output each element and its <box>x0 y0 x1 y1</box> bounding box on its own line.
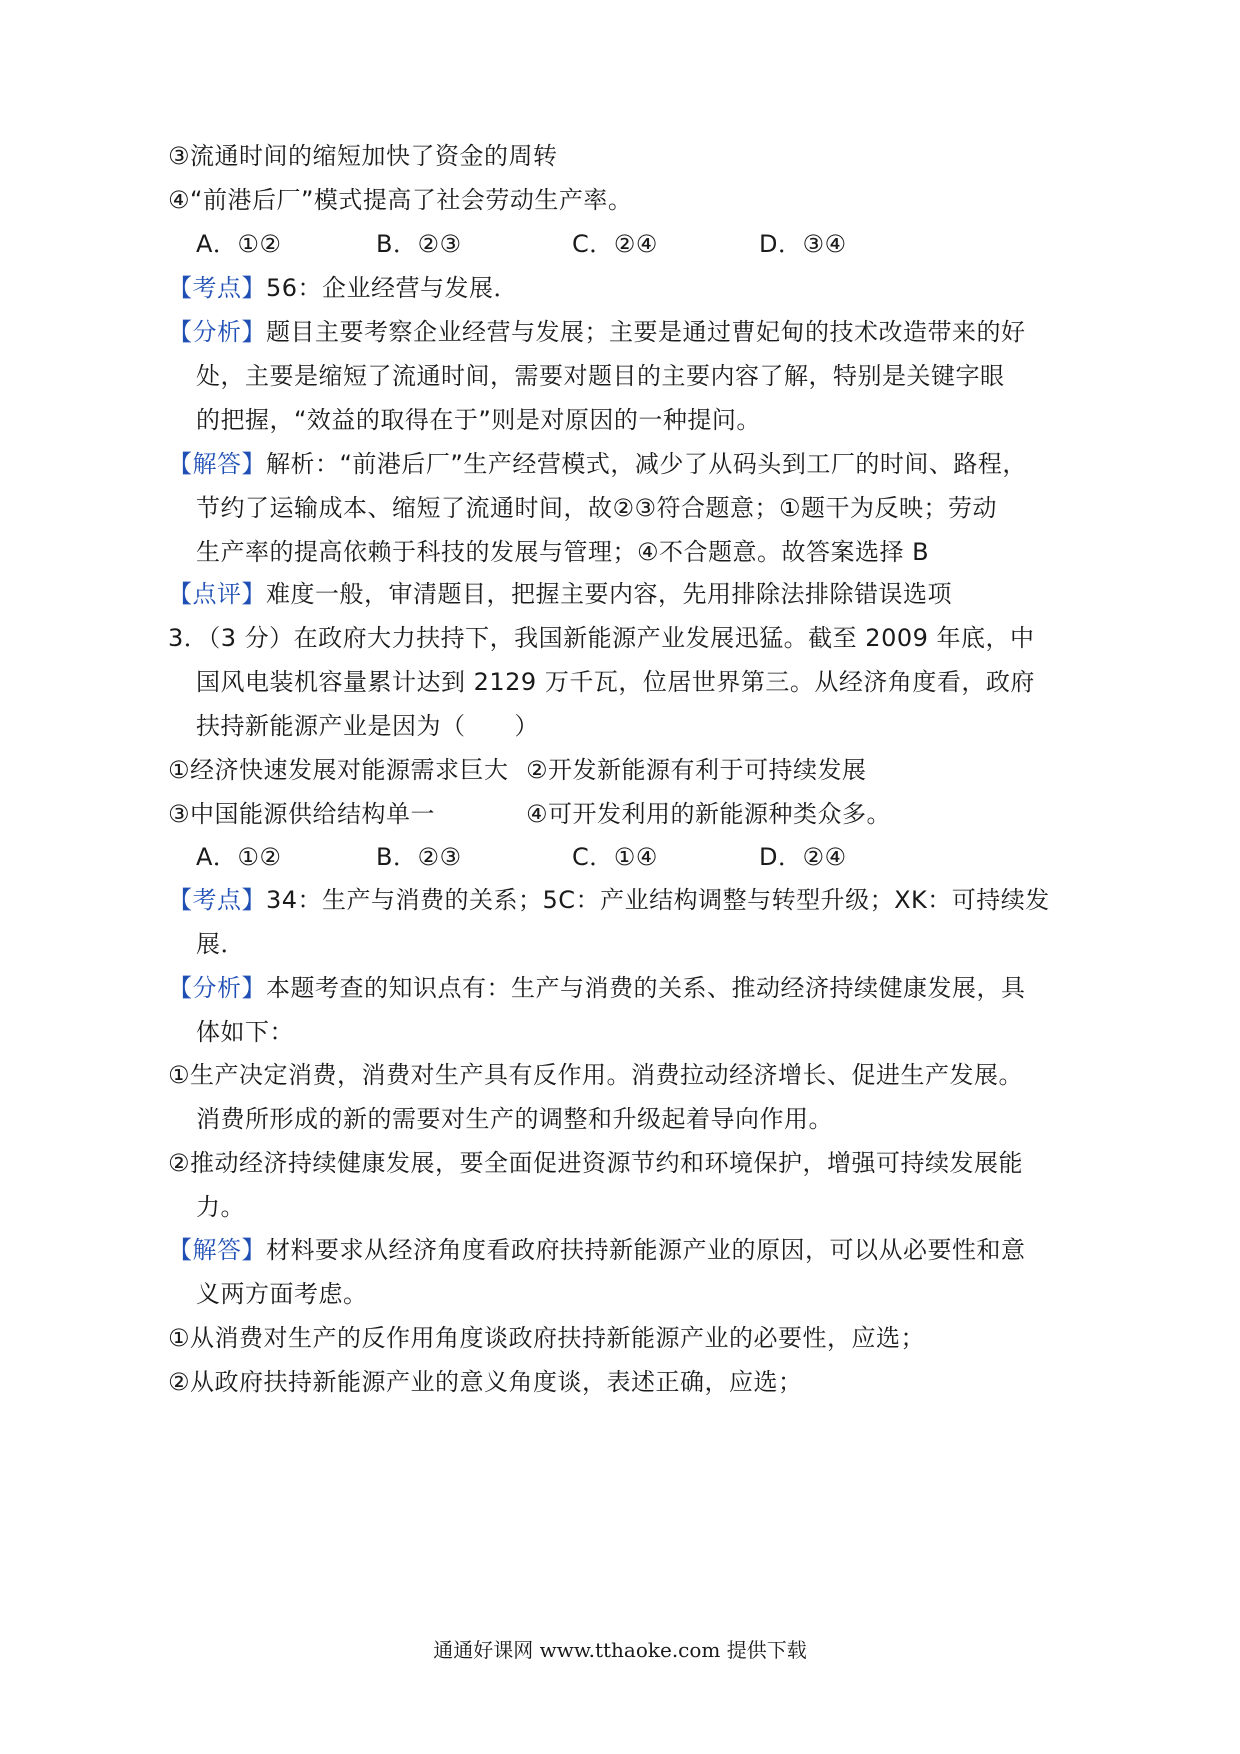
text-line: 义两方面考虑。 <box>196 1280 368 1308</box>
statement-4: ④可开发利用的新能源种类众多。 <box>526 800 892 828</box>
jieda-line <box>168 448 1027 480</box>
jieda-line <box>168 1234 1026 1266</box>
jieda-text: 材料要求从经济角度看政府扶持新能源产业的原因，可以从必要性和意 <box>266 1236 1026 1264</box>
text-line: 扶持新能源产业是因为（ ） <box>196 712 539 740</box>
option-d: D．③④ <box>759 230 847 258</box>
text-line: 国风电装机容量累计达到 2129 万千瓦，位居世界第三。从经济角度看，政府 <box>196 668 1035 696</box>
kaodian-line <box>168 884 1050 916</box>
jieda-tag: 【解答】 <box>168 450 266 478</box>
question-3-stem: 3．（3 分）在政府大力扶持下，我国新能源产业发展迅猛。截至 2009 年底，中 <box>168 624 1035 652</box>
text-line: ③流通时间的缩短加快了资金的周转 <box>168 142 558 170</box>
statement-3: ③中国能源供给结构单一 <box>168 800 436 828</box>
option-d: D．②④ <box>759 843 847 871</box>
option-a: A．①② <box>196 230 282 258</box>
text-line: 处，主要是缩短了流通时间，需要对题目的主要内容了解，特别是关键字眼 <box>196 362 1005 390</box>
text-line: 展． <box>196 930 245 958</box>
text-line: 生产率的提高依赖于科技的发展与管理；④不合题意。故答案选择 B <box>196 538 930 566</box>
jieda-tag: 【解答】 <box>168 1236 266 1264</box>
kaodian-tag: 【考点】 <box>168 886 266 914</box>
kaodian-tag: 【考点】 <box>168 274 266 302</box>
text-line: 体如下： <box>196 1018 294 1046</box>
text-line: 的把握，“效益的取得在于”则是对原因的一种提问。 <box>196 406 761 434</box>
jieda-text: 解析：“前港后厂”生产经营模式，减少了从码头到工厂的时间、路程， <box>266 450 1027 478</box>
fenxi-text: 本题考查的知识点有：生产与消费的关系、推动经济持续健康发展，具 <box>266 974 1026 1002</box>
kaodian-line <box>168 272 518 304</box>
statement-1: ①经济快速发展对能源需求巨大 <box>168 756 509 784</box>
text-line: 节约了运输成本、缩短了流通时间，故②③符合题意；①题干为反映；劳动 <box>196 494 998 522</box>
option-a: A．①② <box>196 843 282 871</box>
fenxi-tag: 【分析】 <box>168 974 266 1002</box>
option-c: C．②④ <box>572 230 658 258</box>
answer-options-q2 <box>196 228 847 260</box>
fenxi-text: 题目主要考察企业经营与发展；主要是通过曹妃甸的技术改造带来的好 <box>266 318 1026 346</box>
text-line: ①生产决定消费，消费对生产具有反作用。消费拉动经济增长、促进生产发展。 <box>168 1061 1024 1089</box>
text-line: 消费所形成的新的需要对生产的调整和升级起着导向作用。 <box>196 1105 833 1133</box>
text-line: ②从政府扶持新能源产业的意义角度谈，表述正确，应选； <box>168 1368 803 1396</box>
option-b: B．②③ <box>376 230 462 258</box>
text-line: ②推动经济持续健康发展，要全面促进资源节约和环境保护，增强可持续发展能 <box>168 1149 1024 1177</box>
fenxi-tag: 【分析】 <box>168 318 266 346</box>
kaodian-text: 34：生产与消费的关系；5C：产业结构调整与转型升级；XK：可持续发 <box>266 886 1050 914</box>
kaodian-text: 56：企业经营与发展． <box>266 274 519 302</box>
answer-options-q3 <box>196 841 847 873</box>
text-line: ①从消费对生产的反作用角度谈政府扶持新能源产业的必要性，应选； <box>168 1324 926 1352</box>
dianping-tag: 【点评】 <box>168 580 266 608</box>
option-b: B．②③ <box>376 843 462 871</box>
fenxi-line <box>168 972 1026 1004</box>
text-line: 力。 <box>196 1193 245 1221</box>
dianping-line <box>168 578 952 610</box>
page-footer: 通通好课网 www.tthaoke.com 提供下载 <box>433 1638 807 1662</box>
fenxi-line <box>168 316 1026 348</box>
statement-2: ②开发新能源有利于可持续发展 <box>526 756 867 784</box>
text-line: ④“前港后厂”模式提高了社会劳动生产率。 <box>168 186 633 214</box>
dianping-text: 难度一般，审清题目，把握主要内容，先用排除法排除错误选项 <box>266 580 952 608</box>
option-c: C．①④ <box>572 843 658 871</box>
